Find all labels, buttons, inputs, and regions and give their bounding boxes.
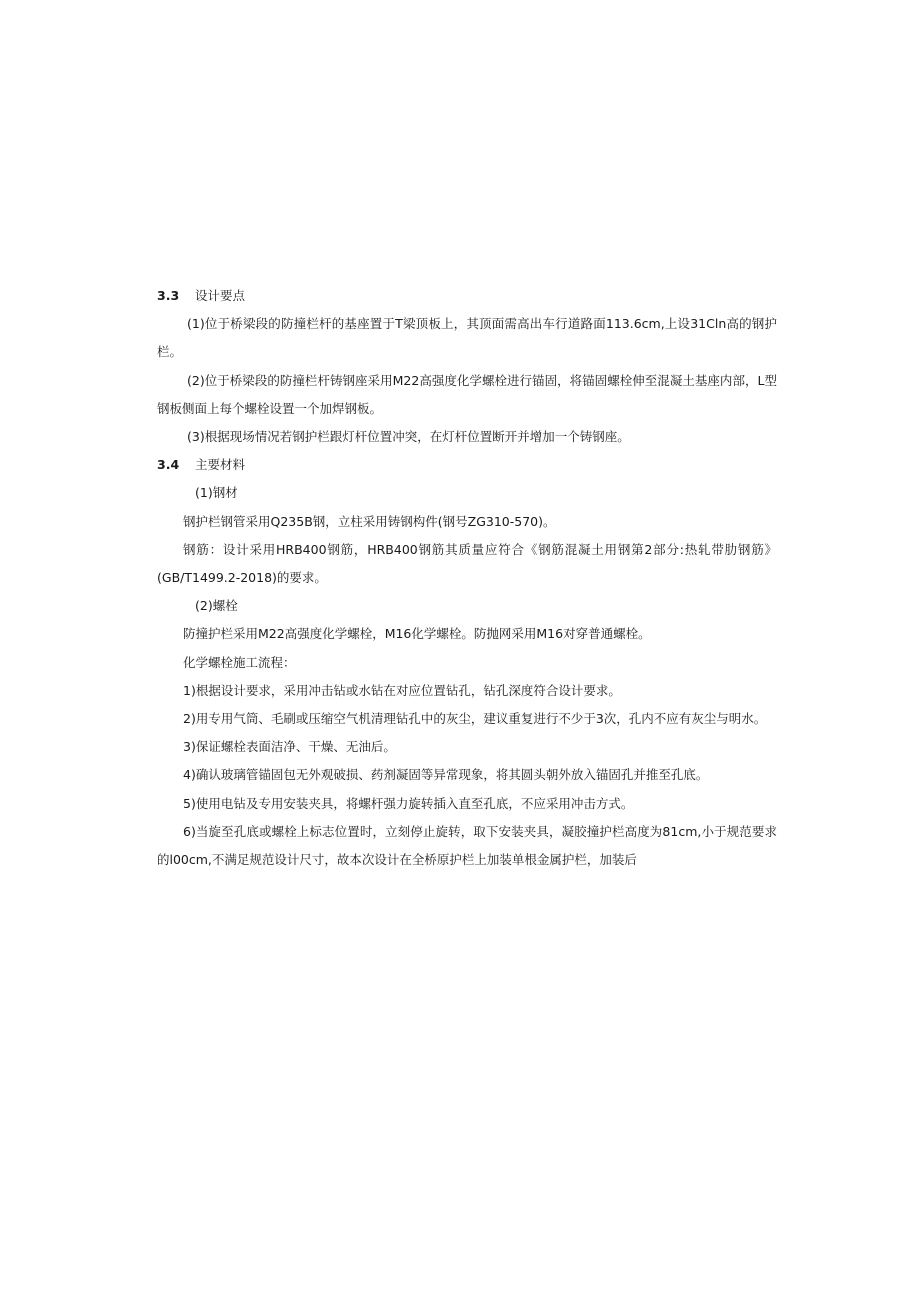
section-heading-3-3 — [157, 282, 777, 310]
paragraph-process-heading: 化学螺栓施工流程： — [183, 654, 296, 670]
section-heading-3-4 — [157, 451, 777, 479]
section-title: 主要材料 — [195, 457, 246, 473]
section-number: 3.3 — [157, 288, 180, 303]
subheading-steel: (1)钢材 — [195, 485, 238, 501]
document-body — [157, 282, 777, 874]
list-item: 5)使用电钻及专用安装夹具，将螺杆强力旋转插入直至孔底，不应采用冲击方式。 — [183, 795, 634, 811]
paragraph-design-point-1: (1)位于桥梁段的防撞栏杆的基座置于T梁顶板上，其顶面需高出车行道路面113.6cm,上设31Cln高的钢护栏。 — [157, 316, 777, 360]
list-item: 3)保证螺栓表面洁净、干燥、无油后。 — [183, 739, 396, 755]
list-item: 2)用专用气筒、毛刷或压缩空气机清理钻孔中的灰尘，建议重复进行不少于3次，孔内不应有灰尘与明水。 — [183, 711, 767, 727]
paragraph-steel-pipe: 钢护栏钢管采用Q235B钢，立柱采用铸钢构件(钢号ZG310-570)。 — [183, 513, 556, 529]
paragraph-bolts: 防撞护栏采用M22高强度化学螺栓，M16化学螺栓。防抛网采用M16对穿普通螺栓。 — [183, 626, 651, 642]
section-number: 3.4 — [157, 457, 180, 473]
paragraph-design-point-3: (3)根据现场情况若钢护栏跟灯杆位置冲突，在灯杆位置断开并增加一个铸钢座。 — [187, 429, 630, 445]
subheading-bolts: (2)螺栓 — [195, 598, 238, 614]
list-item: 1)根据设计要求，采用冲击钻或水钻在对应位置钻孔，钻孔深度符合设计要求。 — [183, 682, 621, 698]
paragraph-rebar: 钢筋：设计采用HRB400钢筋，HRB400钢筋其质量应符合《钢筋混凝土用钢第2部分:热轧带肋钢筋》(GB/T1499.2-2018)的要求。 — [157, 541, 777, 586]
list-item: 6)当旋至孔底或螺栓上标志位置时，立刻停止旋转，取下安装夹具，凝胶撞护栏高度为81cm,小于规范要求的l00cm,不满足规范设计尺寸，故本次设计在全桥原护栏上加装单根金属护栏，加装后 — [157, 823, 777, 868]
list-item: 4)确认玻璃管锚固包无外观破损、药剂凝固等异常现象，将其圆头朝外放入锚固孔并推至孔底。 — [183, 767, 709, 783]
paragraph-design-point-2: (2)位于桥梁段的防撞栏杆铸钢座采用M22高强度化学螺栓进行锚固，将锚固螺栓伸至混凝土基座内部，L型钢板侧面上每个螺栓设置一个加焊钢板。 — [157, 372, 777, 416]
section-title: 设计要点 — [195, 288, 246, 303]
